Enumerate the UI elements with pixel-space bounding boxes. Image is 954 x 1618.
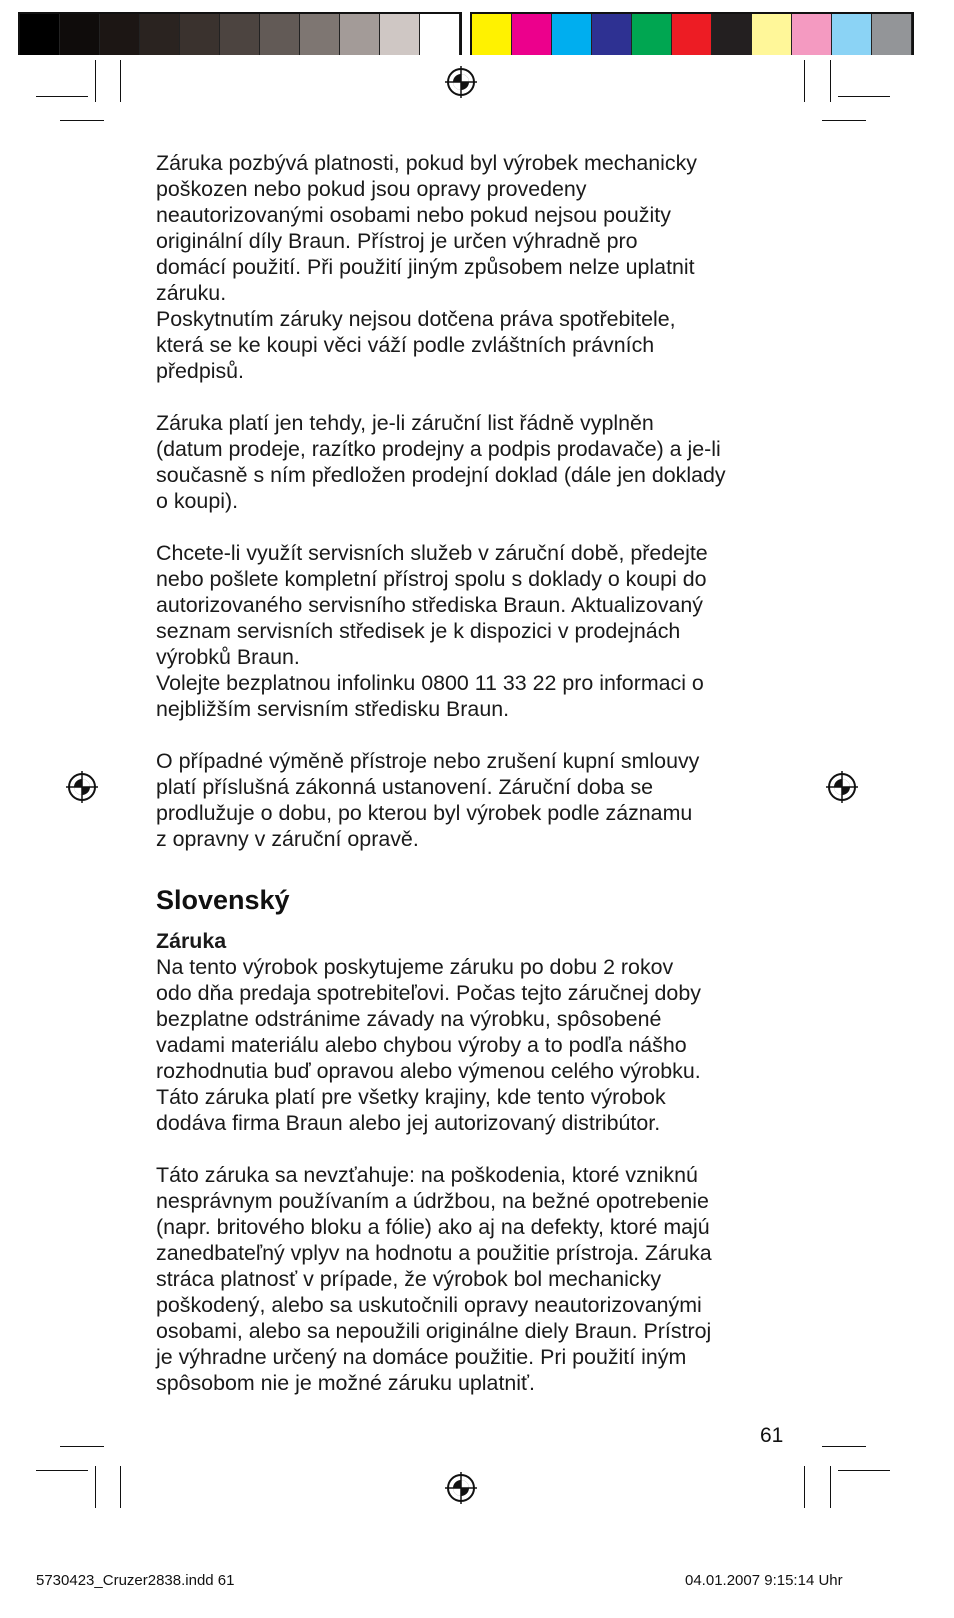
czech-paragraph-4 xyxy=(156,748,796,852)
text-line: originální díly Braun. Přístroj je určen výhradně pro xyxy=(156,229,638,253)
text-line: O případné výměně přístroje nebo zrušení kupní smlouvy xyxy=(156,749,700,773)
color-swatch xyxy=(512,14,552,55)
gray-swatch xyxy=(180,14,220,55)
text-line: stráca platnosť v prípade, že výrobok bol mechanicky xyxy=(156,1267,662,1291)
crop-mark xyxy=(120,60,121,102)
footer-file-info: 5730423_Cruzer2838.indd 61 xyxy=(36,1572,235,1589)
crop-mark xyxy=(36,1470,88,1471)
crop-mark xyxy=(822,120,866,121)
czech-paragraph-2 xyxy=(156,410,796,514)
gray-swatch xyxy=(380,14,420,55)
registration-mark-icon xyxy=(66,771,98,803)
color-swatch xyxy=(712,14,752,55)
color-swatch xyxy=(632,14,672,55)
gray-swatch xyxy=(220,14,260,55)
slovak-warranty-text xyxy=(156,928,796,1396)
text-line: zanedbateľný vplyv na hodnotu a použitie prístroja. Záruka xyxy=(156,1241,712,1265)
footer-timestamp: 04.01.2007 9:15:14 Uhr xyxy=(685,1572,843,1589)
text-line: Záruka pozbývá platnosti, pokud byl výrobek mechanicky xyxy=(156,151,697,175)
text-line: neautorizovanými osobami nebo pokud nejsou použity xyxy=(156,203,671,227)
crop-mark xyxy=(838,96,890,97)
text-line: záruku. xyxy=(156,281,227,305)
text-line: nejbližším servisním středisku Braun. xyxy=(156,697,510,721)
text-line: spôsobom nie je možné záruku uplatniť. xyxy=(156,1371,536,1395)
text-line: platí příslušná zákonná ustanovení. Záruční doba se xyxy=(156,775,654,799)
crop-mark xyxy=(36,96,88,97)
text-line: výrobků Braun. xyxy=(156,645,300,669)
crop-mark xyxy=(95,1466,96,1508)
text-line: Poskytnutím záruky nejsou dotčena práva spotřebitele, xyxy=(156,307,676,331)
color-swatch xyxy=(592,14,632,55)
gray-swatch xyxy=(60,14,100,55)
text-line: předpisů. xyxy=(156,359,244,383)
section-heading: Slovenský xyxy=(156,885,290,915)
crop-mark xyxy=(830,1466,831,1508)
registration-mark-icon xyxy=(826,771,858,803)
text-line: vadami materiálu alebo chybou výroby a to podľa nášho xyxy=(156,1033,687,1057)
text-line: nesprávnym používaním a údržbou, na bežné opotrebenie xyxy=(156,1189,709,1213)
crop-mark xyxy=(838,1470,890,1471)
czech-warranty-text xyxy=(156,150,796,852)
crop-mark xyxy=(804,1466,805,1508)
grayscale-color-bar xyxy=(18,12,462,55)
text-line: bezplatne odstránime závady na výrobku, spôsobené xyxy=(156,1007,662,1031)
process-color-bar xyxy=(470,12,914,55)
text-line: (napr. britového bloku a fólie) ako aj na defekty, ktoré majú xyxy=(156,1215,710,1239)
crop-mark xyxy=(120,1466,121,1508)
color-swatch xyxy=(872,14,912,55)
czech-paragraph-1 xyxy=(156,150,796,384)
subheading: Záruka xyxy=(156,929,227,953)
text-line: Volejte bezplatnou infolinku 0800 11 33 22 pro informaci o xyxy=(156,671,704,695)
color-swatch xyxy=(552,14,592,55)
czech-paragraph-3 xyxy=(156,540,796,722)
text-line: (datum prodeje, razítko prodejny a podpis prodavače) a je-li xyxy=(156,437,721,461)
color-swatch xyxy=(672,14,712,55)
text-line: nebo pošlete kompletní přístroj spolu s doklady o koupi do xyxy=(156,567,707,591)
text-line: která se ke koupi věci váží podle zvláštních právních xyxy=(156,333,655,357)
gray-swatch xyxy=(420,14,460,55)
crop-mark xyxy=(830,60,831,102)
text-line: Táto záruka sa nevzťahuje: na poškodenia, ktoré vzniknú xyxy=(156,1163,698,1187)
color-swatch xyxy=(472,14,512,55)
color-swatch xyxy=(792,14,832,55)
text-line: je výhradne určený na domáce použitie. Pri použití iným xyxy=(156,1345,687,1369)
crop-mark xyxy=(95,60,96,102)
text-line: poškodený, alebo sa uskutočnili opravy neautorizovanými xyxy=(156,1293,702,1317)
text-line: rozhodnutia buď opravou alebo výmenou celého výrobku. xyxy=(156,1059,701,1083)
slovak-paragraph-1 xyxy=(156,928,796,1136)
gray-swatch xyxy=(260,14,300,55)
text-line: poškozen nebo pokud jsou opravy provedeny xyxy=(156,177,587,201)
text-line: odo dňa predaja spotrebiteľovi. Počas tejto záručnej doby xyxy=(156,981,701,1005)
crop-mark xyxy=(804,60,805,102)
text-line: Táto záruka platí pre všetky krajiny, kde tento výrobok xyxy=(156,1085,666,1109)
gray-swatch xyxy=(140,14,180,55)
page-number: 61 xyxy=(760,1424,784,1447)
color-swatch xyxy=(832,14,872,55)
text-line: dodáva firma Braun alebo jej autorizovaný distribútor. xyxy=(156,1111,661,1135)
crop-mark xyxy=(60,120,104,121)
gray-swatch xyxy=(20,14,60,55)
text-line: Chcete-li využít servisních služeb v záruční době, předejte xyxy=(156,541,708,565)
text-line: osobami, alebo sa nepoužili originálne diely Braun. Prístroj xyxy=(156,1319,712,1343)
registration-mark-icon xyxy=(445,1472,477,1504)
text-line: autorizovaného servisního střediska Braun. Aktualizovaný xyxy=(156,593,703,617)
text-line: Záruka platí jen tehdy, je-li záruční list řádně vyplněn xyxy=(156,411,654,435)
text-line: Na tento výrobok poskytujeme záruku po dobu 2 rokov xyxy=(156,955,674,979)
slovak-paragraph-2 xyxy=(156,1162,796,1396)
crop-mark xyxy=(60,1446,104,1447)
registration-mark-icon xyxy=(445,66,477,98)
gray-swatch xyxy=(100,14,140,55)
text-line: současně s ním předložen prodejní doklad (dále jen doklady xyxy=(156,463,726,487)
text-line: o koupi). xyxy=(156,489,239,513)
text-line: domácí použití. Při použití jiným způsobem nelze uplatnit xyxy=(156,255,695,279)
text-line: prodlužuje o dobu, po kterou byl výrobek podle záznamu xyxy=(156,801,693,825)
text-line: seznam servisních středisek je k dispozici v prodejnách xyxy=(156,619,681,643)
color-swatch xyxy=(752,14,792,55)
gray-swatch xyxy=(300,14,340,55)
gray-swatch xyxy=(340,14,380,55)
text-line: z opravny v záruční opravě. xyxy=(156,827,419,851)
crop-mark xyxy=(822,1446,866,1447)
